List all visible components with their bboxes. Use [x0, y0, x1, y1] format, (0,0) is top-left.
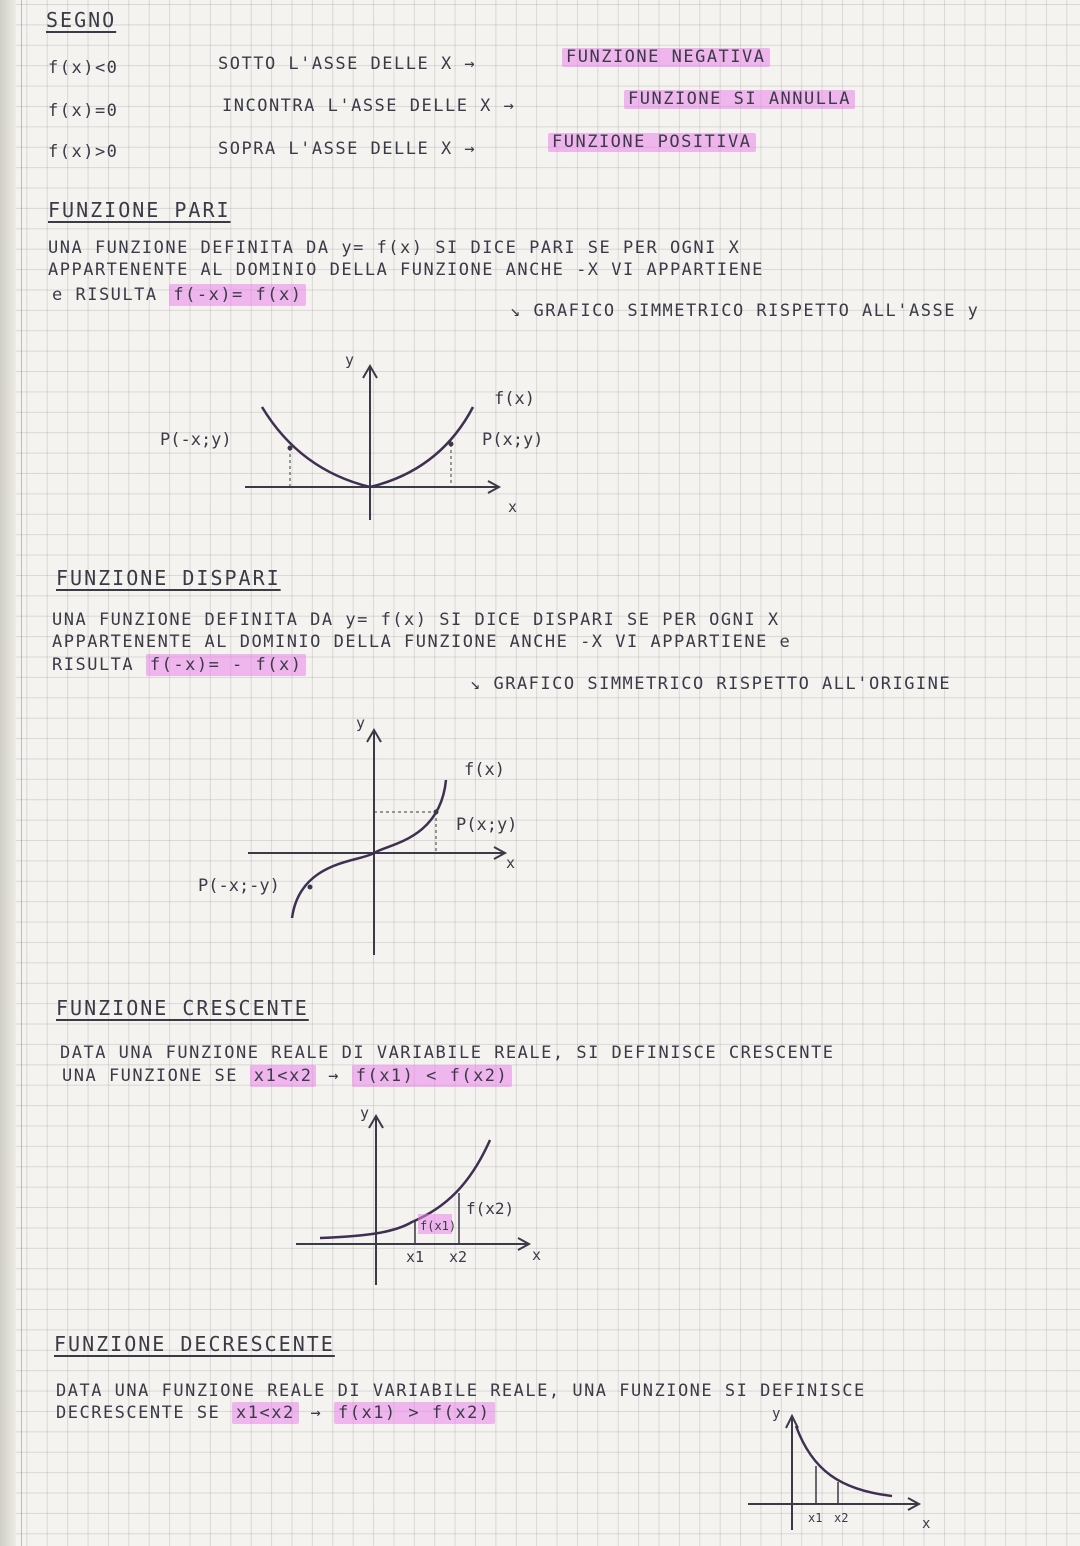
pari-right-point-label: P(x;y) [482, 430, 544, 450]
crescente-y-label: y [360, 1104, 370, 1122]
segno-result-positive: FUNZIONE POSITIVA [548, 133, 756, 152]
decrescente-arrow: → [310, 1403, 323, 1423]
decrescente-line2-prefix: DECRESCENTE SE [56, 1403, 221, 1423]
segno-text-positive: SOPRA L'ASSE DELLE X → [218, 139, 477, 159]
decrescente-result: f(x1) > f(x2) [334, 1402, 495, 1424]
decrescente-x2-label: x2 [834, 1511, 849, 1525]
dispari-note: ↘ GRAFICO SIMMETRICO RISPETTO ALL'ORIGINE [470, 674, 952, 694]
decrescente-x-label: x [922, 1516, 931, 1532]
pari-line3-prefix: e RISULTA [52, 285, 158, 305]
crescente-line1: DATA UNA FUNZIONE REALE DI VARIABILE REALE, SI DEFINISCE CRESCENTE [60, 1043, 835, 1063]
pari-title: FUNZIONE PARI [48, 198, 231, 222]
pari-note: ↘ GRAFICO SIMMETRICO RISPETTO ALL'ASSE y [510, 301, 980, 321]
pari-x-label: x [508, 498, 518, 516]
decrescente-cond: x1<x2 [232, 1402, 299, 1424]
dispari-left-point-label: P(-x;-y) [198, 876, 280, 896]
dispari-line1: UNA FUNZIONE DEFINITA DA y= f(x) SI DICE DISPARI SE PER OGNI X [52, 610, 780, 630]
crescente-x-label: x [532, 1246, 542, 1264]
crescente-x2-label: x2 [449, 1248, 468, 1266]
crescente-line2-prefix: UNA FUNZIONE SE [62, 1066, 239, 1086]
decrescente-title: FUNZIONE DECRESCENTE [54, 1332, 335, 1356]
crescente-arrow: → [328, 1066, 340, 1086]
crescente-x1-label: x1 [406, 1248, 425, 1266]
pari-formula: f(-x)= f(x) [169, 284, 306, 306]
segno-result-negative: FUNZIONE NEGATIVA [562, 48, 770, 67]
dispari-right-point-label: P(x;y) [456, 815, 518, 835]
segno-cond-zero: f(x)=0 [48, 101, 119, 121]
dispari-line2: APPARTENENTE AL DOMINIO DELLA FUNZIONE ANCHE -X VI APPARTIENE e [52, 632, 792, 652]
dispari-formula: f(-x)= - f(x) [146, 654, 307, 676]
segno-text-zero: INCONTRA L'ASSE DELLE X → [222, 96, 516, 116]
dispari-line3-prefix: RISULTA [52, 655, 135, 675]
crescente-title: FUNZIONE CRESCENTE [56, 996, 309, 1020]
segno-text-negative: SOTTO L'ASSE DELLE X → [218, 54, 477, 74]
dispari-x-label: x [506, 854, 516, 872]
dispari-y-label: y [356, 714, 366, 732]
segno-result-zero: FUNZIONE SI ANNULLA [624, 90, 855, 109]
pari-line1: UNA FUNZIONE DEFINITA DA y= f(x) SI DICE PARI SE PER OGNI X [48, 238, 741, 258]
dispari-title: FUNZIONE DISPARI [56, 566, 281, 590]
segno-cond-positive: f(x)>0 [48, 142, 119, 162]
crescente-fx2-label: f(x2) [466, 1199, 515, 1218]
crescente-fx1-label: f(x1) [420, 1219, 457, 1233]
crescente-cond: x1<x2 [250, 1065, 317, 1087]
pari-line2: APPARTENENTE AL DOMINIO DELLA FUNZIONE ANCHE -X VI APPARTIENE [48, 260, 764, 280]
decrescente-line1: DATA UNA FUNZIONE REALE DI VARIABILE REALE, UNA FUNZIONE SI DEFINISCE [56, 1381, 866, 1401]
crescente-result: f(x1) < f(x2) [352, 1065, 513, 1087]
decrescente-x1-label: x1 [808, 1511, 823, 1525]
decrescente-curve [796, 1426, 892, 1496]
dispari-curve-label: f(x) [464, 760, 505, 780]
pari-left-point-label: P(-x;y) [160, 430, 232, 450]
segno-title: SEGNO [46, 8, 117, 32]
segno-cond-negative: f(x)<0 [48, 58, 119, 78]
pari-curve-label: f(x) [494, 389, 535, 409]
decrescente-y-label: y [772, 1406, 781, 1422]
pari-y-label: y [345, 351, 355, 369]
